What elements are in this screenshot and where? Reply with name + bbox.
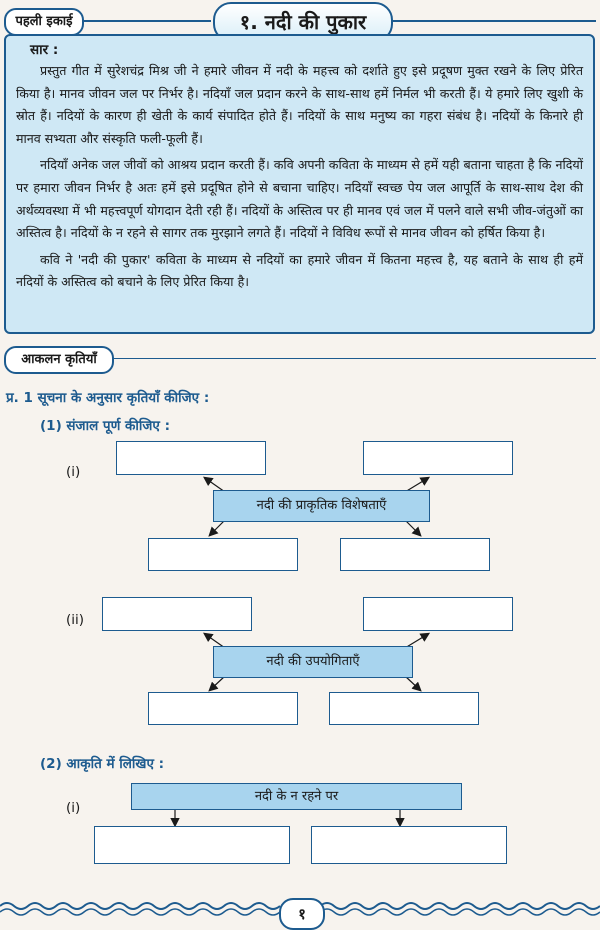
- unit-label: पहली इकाई: [4, 8, 84, 36]
- item-ii-marker: (ii): [66, 612, 85, 628]
- part2-blank-right[interactable]: [311, 826, 507, 864]
- web1-center-box: नदी की प्राकृतिक विशेषताएँ: [213, 490, 430, 522]
- web2-blank-bottom-left[interactable]: [148, 692, 298, 725]
- part-2-item-i-marker: (i): [66, 800, 81, 816]
- part-1-label: (1) संजाल पूर्ण कीजिए :: [40, 418, 170, 434]
- web1-blank-bottom-right[interactable]: [340, 538, 490, 571]
- web2-blank-bottom-right[interactable]: [329, 692, 479, 725]
- web2-center-box: नदी की उपयोगिताएँ: [213, 646, 413, 678]
- summary-paragraph-3: कवि ने 'नदी की पुकार' कविता के माध्यम से नदियों का हमारे जीवन में कितना महत्त्व है, यह बताने के साथ ही हमें नदियों के अस्तित्व को बचाने के लिए प्रेरित किया है।: [16, 251, 583, 290]
- part-2-label: (2) आकृति में लिखिए :: [40, 756, 165, 772]
- summary-paragraph-2: नदियाँ अनेक जल जीवों को आश्रय प्रदान करती हैं। कवि अपनी कविता के माध्यम से हमें यही बताना चाहता है कि नदियों पर हमारा जीवन निर्भर है अतः हमें इसे प्रदूषित होने से बचाना चाहिए। नदियाँ स्वच्छ पेय जल आपूर्ति के साथ-साथ देश की अर्थव्यवस्था में भी महत्त्वपूर्ण योगदान देती रही हैं। नदियों के अस्तित्व पर ही मानव एवं जल में पलने वाले सभी जीव-जंतुओं का अस्तित्व है। नदियों के न रहने से सागर तक मुरझाने लगते हैं। नदियों ने विविध रूपों से मानव जीवन को हर्षित किया है।: [16, 157, 583, 241]
- web2-blank-top-left[interactable]: [102, 597, 252, 631]
- web1-blank-bottom-left[interactable]: [148, 538, 298, 571]
- web2-blank-top-right[interactable]: [363, 597, 513, 631]
- web1-blank-top-left[interactable]: [116, 441, 266, 475]
- summary-heading: सार :: [30, 42, 59, 58]
- part2-blank-left[interactable]: [94, 826, 290, 864]
- question-1-label: प्र. 1 सूचना के अनुसार कृतियाँ कीजिए :: [6, 390, 210, 406]
- part2-center-box: नदी के न रहने पर: [131, 783, 462, 810]
- page-number: १: [279, 898, 325, 930]
- item-i-marker: (i): [66, 464, 81, 480]
- activities-label: आकलन कृतियाँ: [4, 346, 114, 374]
- summary-paragraph-1: प्रस्तुत गीत में सुरेशचंद्र मिश्र जी ने हमारे जीवन में नदी के महत्त्व को दर्शाते हुए इसे प्रदूषण मुक्त रखने के लिए प्रेरित किया है। मानव जीवन जल पर निर्भर है। नदियाँ जल प्रदान करने के साथ-साथ हमें निर्मल भी करती हैं। ये हमारे लिए खुशी के स्रोत हैं। नदियों के कारण ही खेती के कार्य संपादित होते हैं। नदियों के साथ मनुष्य का गहरा संबंध है। नदियों के किनारे ही मानव सभ्यता और संस्कृति फली-फूली हैं।: [16, 63, 583, 146]
- web1-blank-top-right[interactable]: [363, 441, 513, 475]
- chapter-title: १. नदी की पुकार: [213, 2, 393, 42]
